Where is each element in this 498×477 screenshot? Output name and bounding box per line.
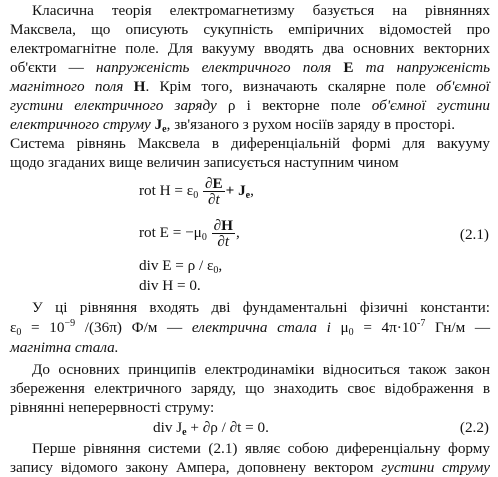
equation-rot-h: rot $H = \varepsilon_0$ $\frac{\partial E}{\partial t}$ + $J_e$, bbox=[139, 175, 254, 208]
para3-line3: рівнянні неперервності струму: bbox=[10, 399, 215, 416]
para1-line4: об'єкти — напруженість електричного поля E та напруженість bbox=[10, 59, 491, 76]
para2-line1: У ці рівняння входять дві фундаментальні фізичні константи: bbox=[32, 299, 490, 316]
para2-line2: $\varepsilon_0 = 10^{-9}$ /(36π) Ф/м — електрична стала і $\mu_0 = 4\pi\cdot 10^{-7}$ Гн/м — bbox=[10, 318, 491, 338]
para1-line6: густини електричного заряду ρ і векторне поле об'ємної густини bbox=[10, 97, 491, 114]
equation-number-2-1: (2.1) bbox=[459, 226, 489, 243]
para1-line3: електромагнітне поле. Для вакууму вводять два основних векторних bbox=[10, 40, 490, 57]
para3-line2: збереження електричного заряду, що знаходить своє відображення в bbox=[10, 380, 490, 397]
equation-rot-e: rot $E = -\mu_0$ $\frac{\partial H}{\partial t}$ , bbox=[139, 217, 240, 250]
para1-line8: Система рівнянь Максвела в диференціальній формі для вакууму bbox=[10, 135, 490, 152]
para1-line7: електричного струму $J_e$, зв'язаного з рухом носіїв заряду в просторі. bbox=[10, 116, 456, 135]
equation-number-2-2: (2.2) bbox=[459, 419, 489, 436]
equation-div-h: div H = 0. bbox=[139, 277, 201, 294]
para4-line1: Перше рівняння системи (2.1) являє собою диференціальну форму bbox=[32, 440, 490, 457]
fraction-dE-dt: $\frac{\partial E}{\partial t}$ bbox=[204, 175, 223, 208]
para1-line9: щодо згаданих вище величин записується наступним чином bbox=[10, 154, 399, 171]
term-charge-density: густини електричного заряду bbox=[10, 97, 217, 114]
para3-line1: До основних принципів електродинаміки відноситься також закон bbox=[32, 361, 490, 378]
para2-line3: магнітна стала. bbox=[10, 339, 119, 356]
para1-line5: магнітного поля H. Крім того, визначають скалярне поле об'ємної bbox=[10, 78, 491, 95]
term-current-density: електричного струму bbox=[10, 116, 151, 133]
para1-line2: Максвела, що описують сукупність емпіричних відомостей про bbox=[10, 21, 490, 38]
term-magnetic-field: магнітного поля bbox=[10, 78, 124, 95]
fraction-dH-dt: $\frac{\partial H}{\partial t}$ bbox=[213, 217, 233, 250]
para4-line2: запису відомого закону Ампера, доповнену вектором густини струму bbox=[10, 459, 491, 476]
para1-line1: Класична теорія електромагнетизму базується на рівняннях bbox=[32, 2, 490, 19]
equation-div-e: div $E = \rho / \varepsilon_0$, bbox=[139, 257, 223, 276]
term-electric-field: напруженість електричного поля bbox=[95, 59, 332, 76]
term-electric-constant: електрична стала і bbox=[191, 319, 331, 336]
equation-continuity: div $J_e + \partial\rho / \partial t = 0$. bbox=[153, 419, 269, 438]
